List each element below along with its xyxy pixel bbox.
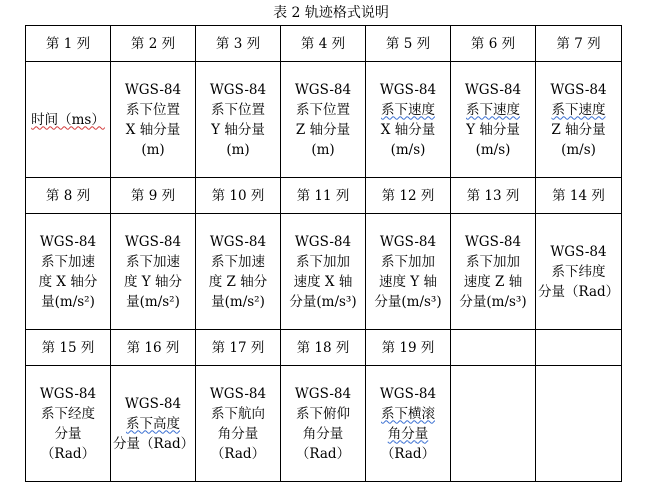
description-cell [366,62,451,178]
description-line: WGS-84 [209,81,267,98]
description-line: WGS-84 [39,385,97,402]
description-line: WGS-84 [464,233,522,250]
column-header-cell: 第 19 列 [366,330,451,366]
description-line: （Rad） [210,445,266,462]
column-header-cell [536,330,622,366]
description-line: 系下速度 [381,101,435,118]
description-line: (m/s) [561,141,596,158]
description-cell [536,214,622,330]
table-caption: 表 2 轨迹格式说明 [273,5,389,21]
column-header-cell: 第 2 列 [111,26,196,62]
description-line: WGS-84 [124,81,182,98]
description-line: 角分量 [302,425,344,442]
description-line: WGS-84 [379,385,437,402]
description-line: 分量(m/s³) [459,293,527,310]
description-line: (m/s) [475,141,511,158]
header-row [26,26,622,62]
column-header-cell: 第 6 列 [451,26,536,62]
description-line: Y 轴分量 [466,121,520,138]
column-header-cell: 第 15 列 [26,330,111,366]
description-row [26,214,622,330]
description-line: 系下位置 [126,101,180,118]
description-line: 系下速度 [466,101,520,118]
description-line: 速度 Y 轴 [379,273,437,290]
description-line: 系下横滚 [381,405,435,422]
description-cell [196,214,281,330]
description-line: 系下位置 [211,101,265,118]
description-line: 度 X 轴分 [38,273,98,290]
description-row [26,62,622,178]
column-header-cell [451,330,536,366]
column-header-cell: 第 11 列 [281,178,366,214]
description-cell [366,366,451,482]
description-cell [451,366,536,482]
description-line: 系下加加 [381,253,435,270]
description-cell [281,366,366,482]
description-line: 度 Z 轴分 [208,273,268,290]
description-line: 分量(m/s³) [289,293,357,310]
description-line: Y 轴分量 [211,121,265,138]
description-line: （Rad） [295,445,351,462]
description-cell [111,62,196,178]
description-cell [196,62,281,178]
description-line: X 轴分量 [380,121,436,138]
description-line: WGS-84 [294,385,352,402]
description-line: 系下经度 [41,405,95,422]
description-line: Z 轴分量 [295,121,351,138]
description-line: 分量 [54,425,82,442]
description-line: 系下纬度 [551,263,606,280]
header-row [26,178,622,214]
description-cell [111,214,196,330]
description-line: Z 轴分量 [551,121,606,138]
description-line: WGS-84 [124,395,182,412]
description-cell [281,214,366,330]
description-line: WGS-84 [294,233,352,250]
description-cell [366,214,451,330]
description-cell [451,214,536,330]
description-line: WGS-84 [379,233,437,250]
description-line: WGS-84 [39,233,97,250]
description-line: WGS-84 [209,233,267,250]
description-cell [536,62,622,178]
description-cell [26,366,111,482]
column-header-cell: 第 1 列 [26,26,111,62]
column-header-cell: 第 18 列 [281,330,366,366]
column-header-cell: 第 7 列 [536,26,622,62]
description-cell [196,366,281,482]
description-line: (m/s) [390,141,426,158]
trajectory-format-table [25,25,622,482]
description-cell [536,366,622,482]
column-header-cell: 第 16 列 [111,330,196,366]
description-line: 速度 Z 轴 [463,273,523,290]
column-header-cell: 第 5 列 [366,26,451,62]
description-line: (m) [141,141,165,158]
description-line: 系下位置 [296,101,350,118]
description-line: 系下加速 [126,253,180,270]
column-header-cell: 第 9 列 [111,178,196,214]
description-cell [26,214,111,330]
description-cell [451,62,536,178]
description-line: WGS-84 [294,81,352,98]
column-header-cell: 第 10 列 [196,178,281,214]
description-line: 系下俯仰 [296,405,350,422]
column-header-cell: 第 4 列 [281,26,366,62]
description-line: (m) [226,141,250,158]
description-line: （Rad） [380,445,436,462]
column-header-cell: 第 14 列 [536,178,622,214]
column-header-cell: 第 17 列 [196,330,281,366]
description-cell [26,62,111,178]
description-line: 系下加速 [41,253,95,270]
description-line: 系下高度 [126,415,180,432]
description-line: 量(m/s²) [41,293,95,310]
column-header-cell: 第 12 列 [366,178,451,214]
description-line: 分量（Rad） [113,435,195,452]
description-line: 角分量 [387,425,429,442]
description-line: 系下加加 [296,253,350,270]
description-line: 速度 X 轴 [293,273,353,290]
description-line: 分量(m/s³) [374,293,442,310]
description-line: (m) [311,141,335,158]
description-line: WGS-84 [209,385,267,402]
column-header-cell: 第 13 列 [451,178,536,214]
description-cell [111,366,196,482]
description-row [26,366,622,482]
description-line: 度 Y 轴分 [124,273,182,290]
description-line: 时间（ms） [31,111,105,128]
description-line: 系下航向 [211,405,265,422]
description-line: （Rad） [40,445,96,462]
description-line: WGS-84 [550,243,607,260]
description-line: 分量（Rad） [538,283,620,300]
description-line: WGS-84 [550,81,607,98]
column-header-cell: 第 3 列 [196,26,281,62]
description-line: WGS-84 [379,81,437,98]
description-line: X 轴分量 [125,121,181,138]
description-line: 角分量 [217,425,259,442]
description-line: 量(m/s²) [211,293,265,310]
description-cell [281,62,366,178]
header-row [26,330,622,366]
description-line: 系下加速 [211,253,265,270]
column-header-cell: 第 8 列 [26,178,111,214]
description-line: 系下加加 [466,253,520,270]
table-body [26,26,622,482]
description-line: WGS-84 [464,81,522,98]
description-line: WGS-84 [124,233,182,250]
description-line: 系下速度 [551,101,606,118]
description-line: 量(m/s²) [126,293,180,310]
